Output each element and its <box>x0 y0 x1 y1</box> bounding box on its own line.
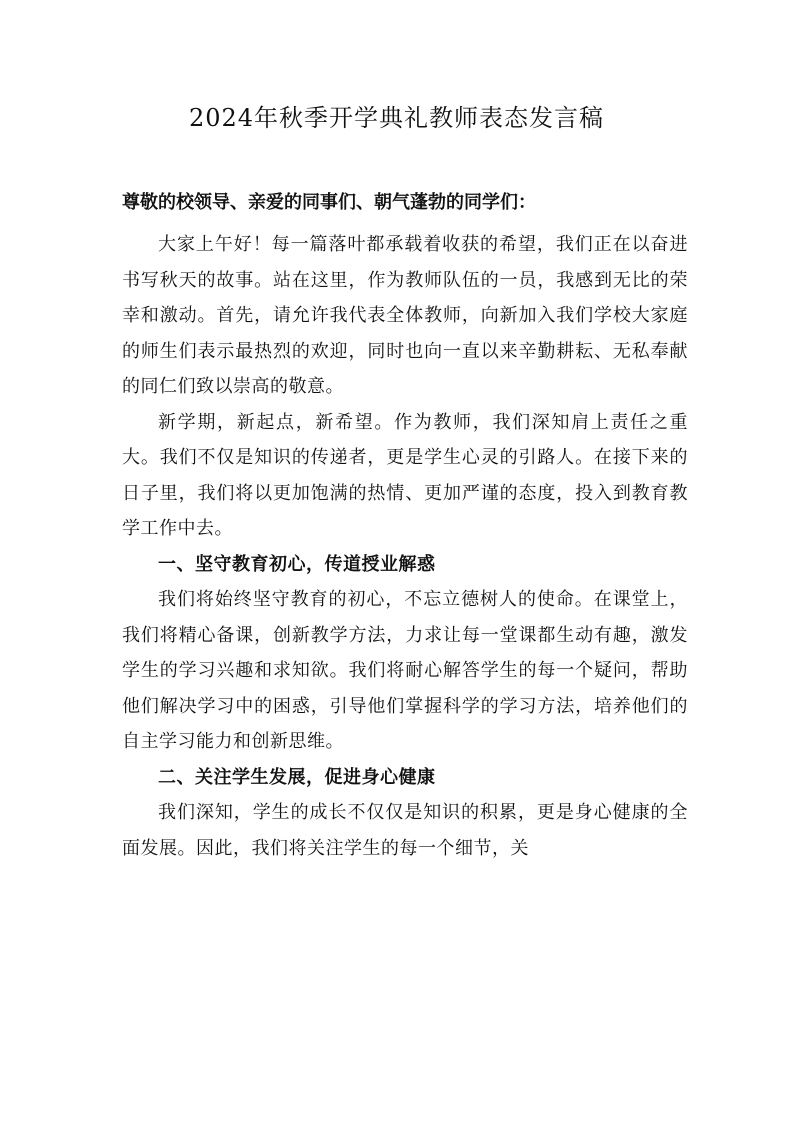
section-heading-1: 一、坚守教育初心，传道授业解惑 <box>158 553 436 575</box>
paragraph-section-2: 我们深知，学生的成长不仅仅是知识的积累，更是身心健康的全面发展。因此，我们将关注学生的每一个细节，关 <box>122 802 688 859</box>
salutation: 尊敬的校领导、亲爱的同事们、朝气蓬勃的同学们： <box>122 192 536 213</box>
document-body <box>122 227 688 866</box>
paragraph-new-semester: 新学期，新起点，新希望。作为教师，我们深知肩上责任之重大。我们不仅是知识的传递者，更是学生心灵的引路人。在接下来的日子里，我们将以更加饱满的热情、更加严谨的态度，投入到教育教学工作中去。 <box>122 411 688 539</box>
section-heading-2: 二、关注学生发展，促进身心健康 <box>158 766 436 788</box>
document-title: 2024年秋季开学典礼教师表态发言稿 <box>188 104 605 132</box>
paragraph-greeting: 大家上午好！每一篇落叶都承载着收获的希望，我们正在以奋进书写秋天的故事。站在这里，作为教师队伍的一员，我感到无比的荣幸和激动。首先，请允许我代表全体教师，向新加入我们学校大家庭的师生们表示最热烈的欢迎，同时也向一直以来辛勤耕耘、无私奉献的同仁们致以崇高的敬意。 <box>122 234 688 397</box>
paragraph-section-1: 我们将始终坚守教育的初心，不忘立德树人的使命。在课堂上，我们将精心备课，创新教学方法，力求让每一堂课都生动有趣，激发学生的学习兴趣和求知欲。我们将耐心解答学生的每一个疑问，帮助他们解决学习中的困惑，引导他们掌握科学的学习方法，培养他们的自主学习能力和创新思维。 <box>122 589 688 752</box>
